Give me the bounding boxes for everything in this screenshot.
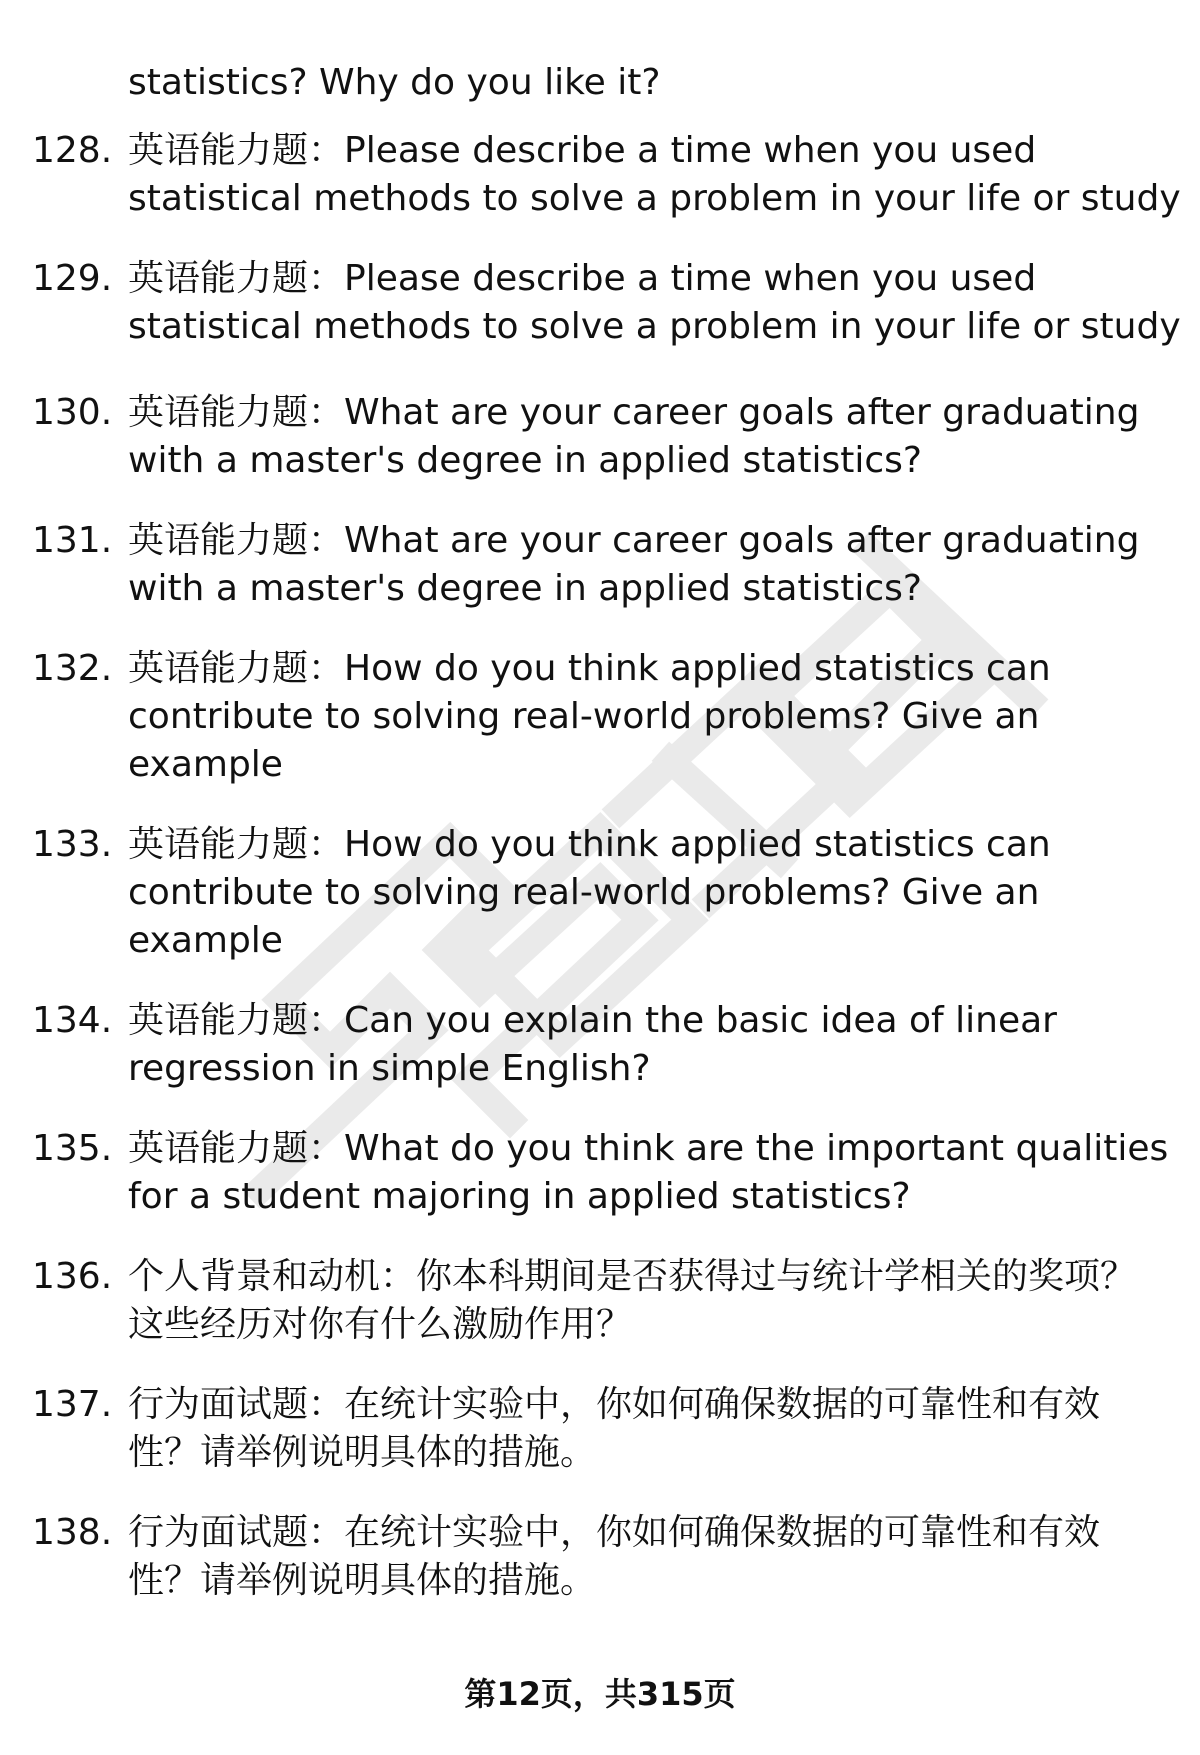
- question-text-line: 行为面试题：在统计实验中，你如何确保数据的可靠性和有效: [128, 1512, 1101, 1553]
- question-text-line: 英语能力题：What are your career goals after graduating: [128, 392, 1140, 433]
- question-number: 136.: [32, 1256, 113, 1297]
- question-text-line: 英语能力题：What do you think are the important qualities: [128, 1128, 1169, 1169]
- question-text-line: with a master's degree in applied statistics?: [128, 568, 923, 609]
- question-text-line: 英语能力题：Can you explain the basic idea of linear: [128, 1000, 1057, 1041]
- question-text-line: statistical methods to solve a problem in your life or study: [128, 178, 1181, 219]
- question-number: 129.: [32, 258, 113, 299]
- question-number: 130.: [32, 392, 113, 433]
- question-text-line: 英语能力题：What are your career goals after graduating: [128, 520, 1140, 561]
- question-number: 135.: [32, 1128, 113, 1169]
- question-text-line: 英语能力题：How do you think applied statistics can: [128, 648, 1051, 689]
- question-text-line: 英语能力题：Please describe a time when you used: [128, 130, 1037, 171]
- question-text-line: regression in simple English?: [128, 1048, 651, 1089]
- question-text-line: 行为面试题：在统计实验中，你如何确保数据的可靠性和有效: [128, 1384, 1101, 1425]
- question-number: 138.: [32, 1512, 113, 1553]
- question-text-line: 英语能力题：Please describe a time when you used: [128, 258, 1037, 299]
- question-number: 128.: [32, 130, 113, 171]
- question-number: 131.: [32, 520, 113, 561]
- question-number: 137.: [32, 1384, 113, 1425]
- question-text-line: statistical methods to solve a problem in your life or study: [128, 306, 1181, 347]
- continued-question-text: statistics? Why do you like it?: [128, 62, 661, 103]
- question-text-line: 个人背景和动机：你本科期间是否获得过与统计学相关的奖项？: [128, 1256, 1137, 1297]
- question-text-line: 性？请举例说明具体的措施。: [128, 1560, 597, 1601]
- question-number: 132.: [32, 648, 113, 689]
- question-text-line: contribute to solving real-world problems? Give an: [128, 696, 1040, 737]
- page-footer: 第12页，共315页: [464, 1675, 736, 1713]
- question-text-line: contribute to solving real-world problems? Give an: [128, 872, 1040, 913]
- question-text-line: example: [128, 744, 283, 785]
- question-number: 133.: [32, 824, 113, 865]
- question-text-line: 英语能力题：How do you think applied statistics can: [128, 824, 1051, 865]
- question-text-line: for a student majoring in applied statistics?: [128, 1176, 911, 1217]
- question-text-line: example: [128, 920, 283, 961]
- question-text-line: with a master's degree in applied statistics?: [128, 440, 923, 481]
- question-text-line: 性？请举例说明具体的措施。: [128, 1432, 597, 1473]
- question-text-line: 这些经历对你有什么激励作用？: [128, 1304, 633, 1345]
- question-number: 134.: [32, 1000, 113, 1041]
